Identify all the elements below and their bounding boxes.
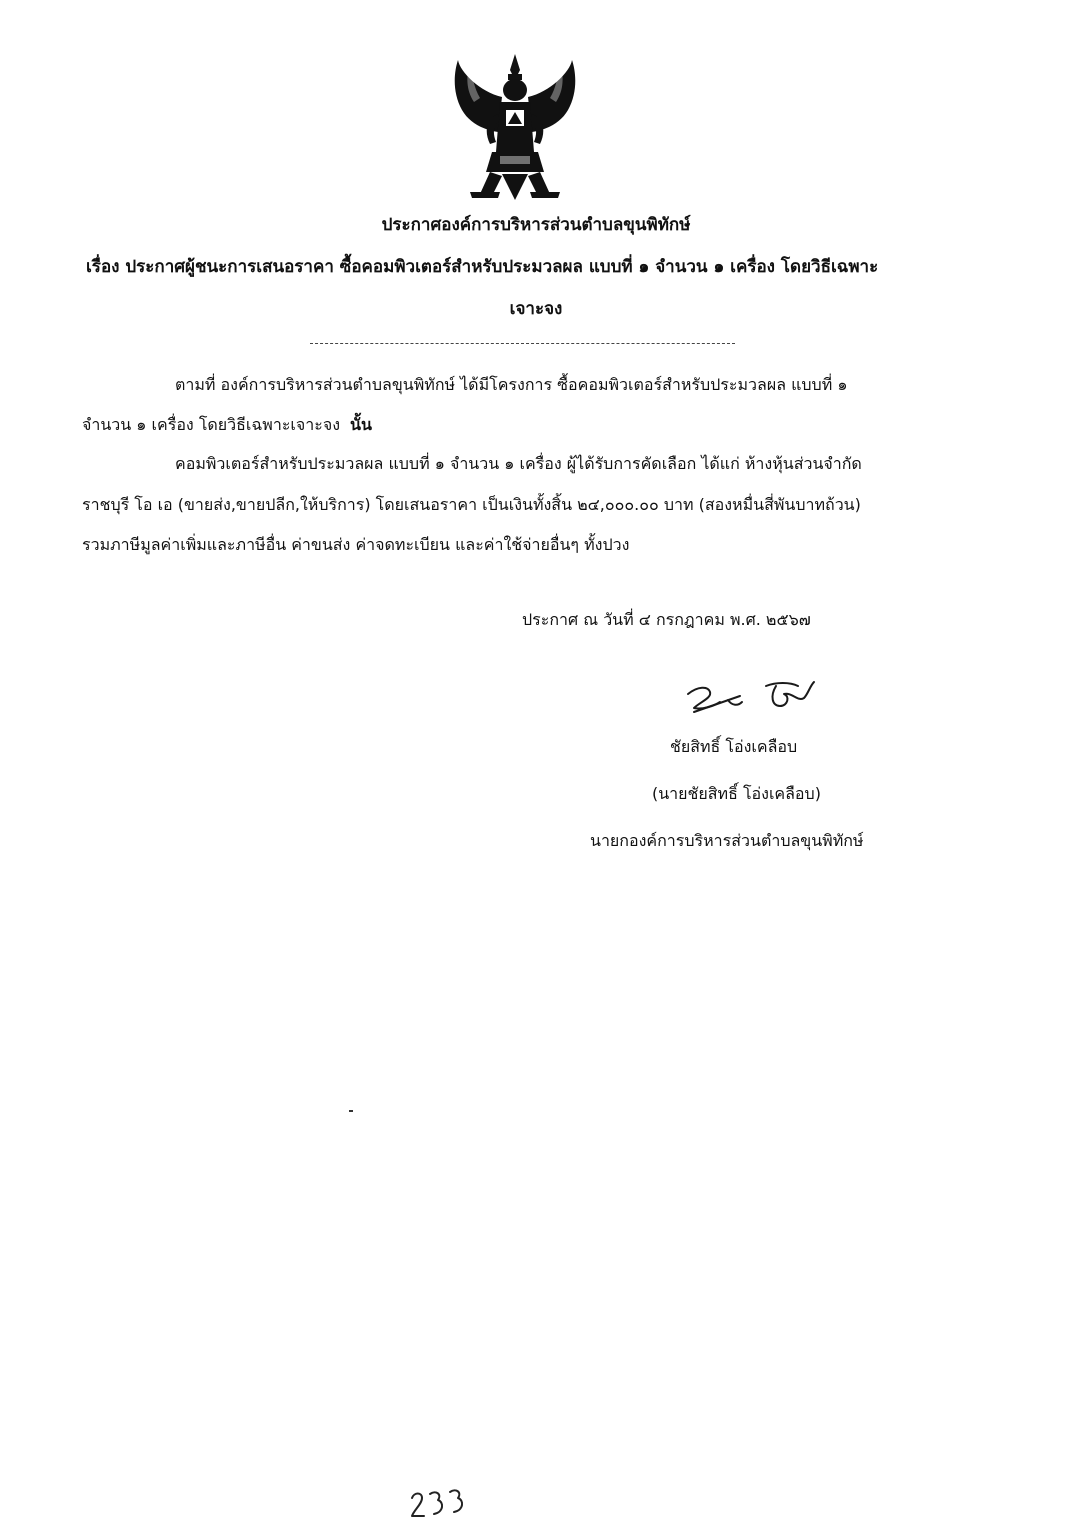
signer-position: นายกองค์การบริหารส่วนตำบลขุนพิทักษ์ (590, 831, 864, 850)
handwritten-signature (680, 672, 830, 722)
paragraph-2-line-1: คอมพิวเตอร์สำหรับประมวลผล แบบที่ ๑ จำนวน ๑ เครื่อง ผู้ได้รับการคัดเลือก ได้แก่ ห้างหุ้นส่วนจำกัด (175, 454, 862, 473)
scan-speck (349, 1110, 353, 1112)
handwritten-page-number (408, 1486, 468, 1520)
paragraph-1-text: จำนวน ๑ เครื่อง โดยวิธีเฉพาะเจาะจง (82, 415, 341, 434)
header-divider (310, 343, 735, 344)
organization-title: ประกาศองค์การบริหารส่วนตำบลขุนพิทักษ์ (381, 215, 691, 235)
announcement-date: ประกาศ ณ วันที่ ๔ กรกฎาคม พ.ศ. ๒๕๖๗ (522, 610, 811, 629)
subject-line-continuation: เจาะจง (509, 299, 563, 319)
subject-line: เรื่อง ประกาศผู้ชนะการเสนอราคา ซื้อคอมพิวเตอร์สำหรับประมวลผล แบบที่ ๑ จำนวน ๑ เครื่อง โดยวิธีเฉพาะ (86, 257, 879, 277)
paragraph-1-end: นั้น (350, 415, 372, 434)
paragraph-2-line-3: รวมภาษีมูลค่าเพิ่มและภาษีอื่น ค่าขนส่ง ค่าจดทะเบียน และค่าใช้จ่ายอื่นๆ ทั้งปวง (82, 535, 630, 554)
signer-full-name: (นายชัยสิทธิ์ โอ่งเคลือบ) (652, 784, 821, 803)
paragraph-1-line-2 (82, 413, 372, 438)
signer-name: ชัยสิทธิ์ โอ่งเคลือบ (670, 737, 798, 756)
paragraph-2-line-2: ราชบุรี โอ เอ (ขายส่ง,ขายปลีก,ให้บริการ) โดยเสนอราคา เป็นเงินทั้งสิ้น ๒๔,๐๐๐.๐๐ บาท (สองหมื่นสี่พันบาทถ้วน) (82, 495, 861, 514)
garuda-emblem-icon (440, 52, 590, 202)
paragraph-1-line-1: ตามที่ องค์การบริหารส่วนตำบลขุนพิทักษ์ ได้มีโครงการ ซื้อคอมพิวเตอร์สำหรับประมวลผล แบบที่ ๑ (175, 375, 848, 394)
